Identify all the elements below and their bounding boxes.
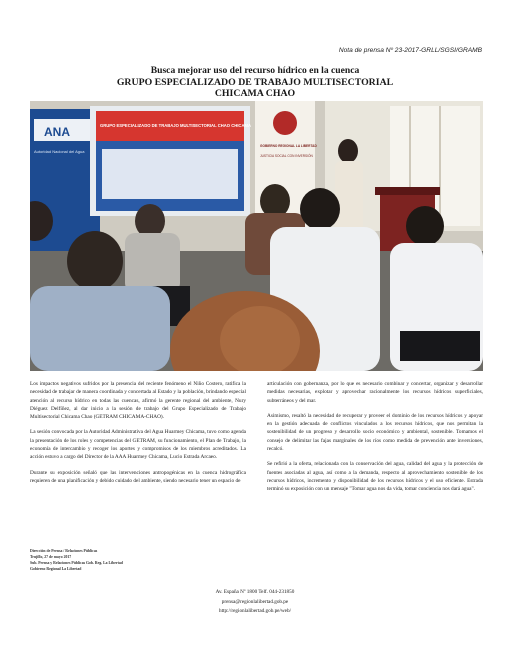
column-left — [30, 380, 246, 501]
paragraph: Durante su exposición señaló que las intervenciones antropogénicas en la cuenca hidrográfica requieren de una planificación y debido cuidado del ambiente, siendo necesario tener un espacio de — [30, 469, 246, 484]
footer-address: Av. España Nº 1800 Telf. 044-231850 — [215, 589, 295, 595]
footer-email[interactable]: prensa@regionlalibertad.gob.pe — [221, 598, 289, 605]
paragraph: articulación con gobernanza, por lo que es necesario combinar y concertar, organizar y desarrollar medidas necesarias, explotar y aprovechar racionalmente los recursos hídricos superficiales, subterráneos y del mar. — [267, 381, 483, 404]
paragraph: La sesión convocada por la Autoridad Administrativa del Agua Huarmey Chicama, tuvo como agenda la presentación de los roles y competencias del GETRAM, su funcionamiento, el Plan de Trabajo, la economía de intercambio y recoger los aportes y compromisos de los miembros acreditados. La acción estuvo a cargo del Director de la AAA Huarmey Chicama, Lucio Estrada Arcaeo. — [30, 429, 246, 461]
signature-line: Dirección de Prensa / Relaciones Públicas — [30, 549, 98, 553]
paragraph: Se refirió a la oferta, relacionada con la conservación del agua, calidad del agua y la protección de fuentes asociadas al agua, así como a la demanda, respecto al aprovechamiento sostenible de los recursos hídricos, incremento y disponibilidad de los recursos hídricos y el uso eficiente. Estrada terminó su exposición con un mensaje "Tomar agua nos da vida, tomar conciencia nos dará agua". — [267, 461, 483, 493]
press-number: Nota de prensa Nº 23-2017-GRLL/SGSI/GRAMB — [338, 47, 482, 54]
headline — [0, 65, 510, 100]
article-body — [30, 380, 483, 501]
signature-line: Gobierno Regional La Libertad — [30, 567, 82, 571]
column-right — [267, 380, 483, 501]
paragraph: Asimismo, resaltó la necesidad de recuperar y proveer el dominio de los recursos hídricos y apoyar en la gestión adecuada de conflictos vinculados a los recursos hídricos, que nos permitan la sostenibilidad de un progreso y desarrollo socio económico y ambiental, sostenible. Tomamos el consejo de delimitar las fajas marginales de los ríos como medida de prevención ante inversiones, recalcó. — [267, 412, 483, 453]
headline-line-2: GRUPO ESPECIALIZADO DE TRABAJO MULTISECTORIAL — [116, 76, 394, 88]
speaker — [335, 161, 363, 231]
event-photo — [30, 101, 483, 371]
footer-web-link[interactable]: http://regionlalibertad.gob.pe/web/ — [218, 608, 292, 614]
signature-line: Trujillo, 27 de mayo 2017 — [30, 555, 72, 559]
screen-title: GRUPO ESPECIALIZADO DE TRABAJO MULTISECTORIAL CHAO CHICAMA — [100, 123, 251, 128]
signature-line: Sub. Prensa y Relaciones Públicas Gob. Reg. La Libertad — [30, 561, 123, 565]
footer — [0, 588, 510, 617]
sign-sub: JUSTICIA SOCIAL CON INVERSIÓN — [260, 154, 313, 158]
ana-banner-sub: Autoridad Nacional del Agua — [34, 149, 85, 154]
sign-title: GOBIERNO REGIONAL LA LIBERTAD — [260, 144, 317, 148]
headline-line-1: Busca mejorar uso del recurso hídrico en la cuenca — [150, 65, 360, 76]
paragraph: Los impactos negativos sufridos por la presencia del reciente fenómeno el Niño Costero, ratifica la necesidad de trabajar de manera coordinada y concertada al Estado y la población, brindando especial atención al recurso hídrico en todas las cuencas, afirmó la gerente regional del ambiente, Nury Diéguez Delfíñez, al dar inicio a la sesión de trabajo del Grupo Especializado de Trabajo Multisectorial Chicama Chao (GETRAM CHICAMA-CHAO). — [30, 381, 246, 421]
headline-line-3: CHICAMA CHAO — [214, 88, 296, 99]
ana-logo-text: ANA — [44, 125, 70, 139]
signature-block — [30, 548, 190, 572]
